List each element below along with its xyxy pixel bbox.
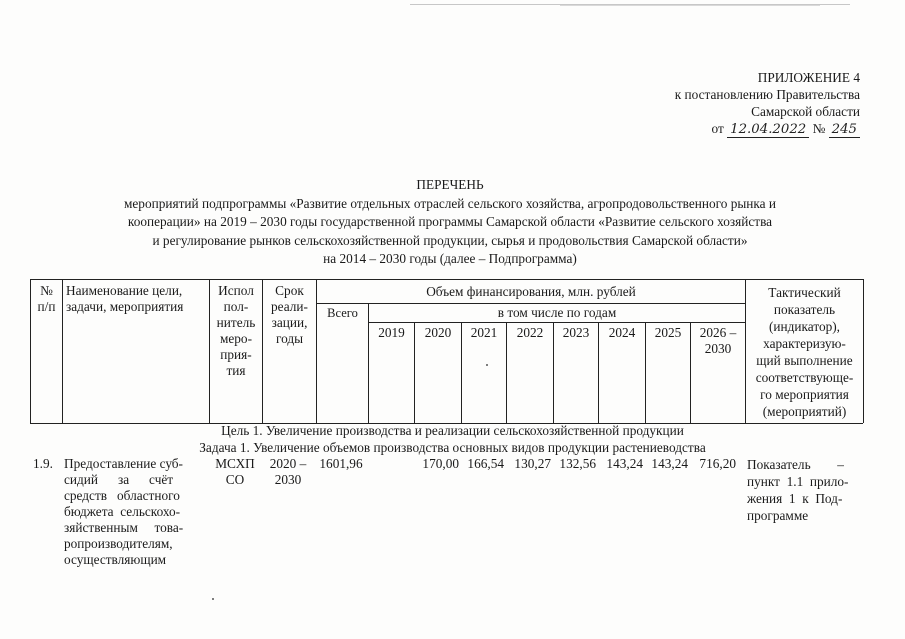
appendix-decree: к постановлению Правительства: [674, 87, 860, 102]
header-text: Наименование цели,: [66, 283, 183, 298]
document-heading: [60, 176, 840, 269]
header-text: пол-: [223, 299, 249, 314]
heading-line: мероприятий подпрограммы «Развитие отдельных отраслей сельского хозяйства, агропродовольственного рынка и: [123, 195, 777, 211]
row-term-line: 2020 –: [269, 456, 307, 471]
heading-line: и регулирование рынков сельскохозяйственной продукции, сырья и продовольствия Самарской области»: [152, 232, 748, 248]
header-term: [263, 283, 316, 347]
handwritten-date: 12.04.2022: [727, 123, 809, 138]
header-text: тия: [226, 363, 246, 378]
handwritten-number: 245: [829, 123, 860, 138]
header-text: Испол: [218, 283, 254, 298]
header-text: годы: [275, 331, 304, 346]
row-indicator-line: Показатель –: [747, 457, 844, 472]
row-executor-line: МСХП: [215, 456, 255, 471]
header-text: (мероприятий): [762, 404, 847, 419]
table-column-line: [62, 279, 63, 423]
row-total: 1601,96: [319, 456, 363, 471]
header-text: Тактический: [768, 285, 841, 300]
header-text: прия-: [220, 347, 252, 362]
heading-line: на 2014 – 2030 годы (далее – Подпрограмма): [323, 251, 577, 266]
header-year-range: [691, 325, 745, 357]
row-number: 1.9.: [33, 456, 53, 471]
row-name-line: ропроизводителям,: [64, 536, 173, 551]
row-name-line: осуществляющим: [64, 552, 167, 567]
task-line: Задача 1. Увеличение объемов производства основных видов продукции растениеводства: [199, 440, 706, 455]
appendix-block: [675, 69, 860, 138]
header-name: [66, 283, 208, 315]
header-finance: Объем финансирования, млн. рублей: [426, 284, 636, 299]
header-text: го мероприятия: [760, 387, 849, 402]
appendix-title: ПРИЛОЖЕНИЕ 4: [757, 70, 860, 85]
header-text: 2026 –: [699, 325, 737, 340]
row-indicator: [747, 456, 865, 524]
row-value-2026-2030: 716,20: [699, 456, 736, 471]
row-value-2025: 143,24: [651, 456, 688, 471]
header-text: характеризую-: [763, 336, 846, 351]
header-text: меро-: [219, 331, 253, 346]
header-text: Срок: [275, 283, 304, 298]
table-rule: [316, 303, 745, 304]
row-value-2020: 170,00: [422, 456, 459, 471]
header-text: реали-: [271, 299, 308, 314]
row-value-2021: 166,54: [467, 456, 504, 471]
row-term: [263, 456, 313, 488]
row-indicator-line: пункт 1.1 прило-: [747, 474, 849, 489]
header-text: 2030: [704, 341, 732, 356]
table-border-top: [30, 279, 863, 280]
scan-speck: [486, 364, 488, 366]
row-value-2023: 132,56: [559, 456, 596, 471]
header-text: задачи, мероприятия: [66, 299, 184, 314]
row-name-line: зяйственным това-: [64, 520, 184, 535]
header-executor: [210, 283, 262, 379]
row-value-2024: 143,24: [606, 456, 643, 471]
header-year: 2022: [516, 325, 544, 340]
header-year: 2019: [378, 325, 405, 340]
row-name-line: средств областного: [64, 488, 180, 503]
number-prefix: №: [812, 121, 826, 136]
header-text: (индикатор),: [768, 319, 841, 334]
appendix-date-line: [675, 120, 860, 138]
header-text: №: [40, 283, 53, 298]
header-indicator: [746, 284, 863, 420]
table-rule: [368, 322, 745, 323]
table-column-line: [368, 303, 369, 423]
row-executor-line: СО: [225, 472, 245, 487]
scan-artifact: [560, 5, 820, 6]
header-year: 2025: [654, 325, 682, 340]
date-prefix: от: [711, 121, 724, 136]
row-name-line: бюджета сельскохо-: [64, 504, 181, 519]
header-number: [31, 283, 62, 315]
header-year: 2023: [562, 325, 590, 340]
row-executor: [208, 456, 262, 488]
header-year: 2021: [470, 325, 498, 340]
scan-speck: [212, 598, 214, 600]
header-year: 2020: [424, 325, 452, 340]
header-text: п/п: [37, 299, 56, 314]
table-column-line: [316, 279, 317, 423]
row-name-line: Предоставление суб-: [64, 456, 183, 471]
row-name: [64, 456, 205, 568]
header-text: нитель: [216, 315, 256, 330]
table-border-right: [863, 279, 864, 423]
row-indicator-line: жения 1 к Под-: [747, 491, 843, 506]
header-text: щий выполнение: [756, 353, 853, 368]
document-title: ПЕРЕЧЕНЬ: [416, 177, 484, 192]
header-year: 2024: [608, 325, 636, 340]
row-value-2022: 130,27: [514, 456, 551, 471]
header-text: зации,: [271, 315, 308, 330]
row-indicator-line: программе: [747, 508, 809, 523]
header-total: Всего: [327, 306, 358, 320]
header-by-years: в том числе по годам: [497, 305, 617, 320]
row-name-line: сидий за счёт: [64, 472, 174, 487]
appendix-region: Самарской области: [751, 104, 860, 119]
header-text: показатель: [773, 302, 836, 317]
row-term-line: 2030: [274, 472, 302, 487]
heading-line: кооперации» на 2019 – 2030 годы государственной программы Самарской области «Развитие сельского хозяйства: [127, 214, 773, 229]
header-text: соответствующе-: [755, 370, 854, 385]
goal-line: Цель 1. Увеличение производства и реализации сельскохозяйственной продукции: [221, 423, 684, 438]
